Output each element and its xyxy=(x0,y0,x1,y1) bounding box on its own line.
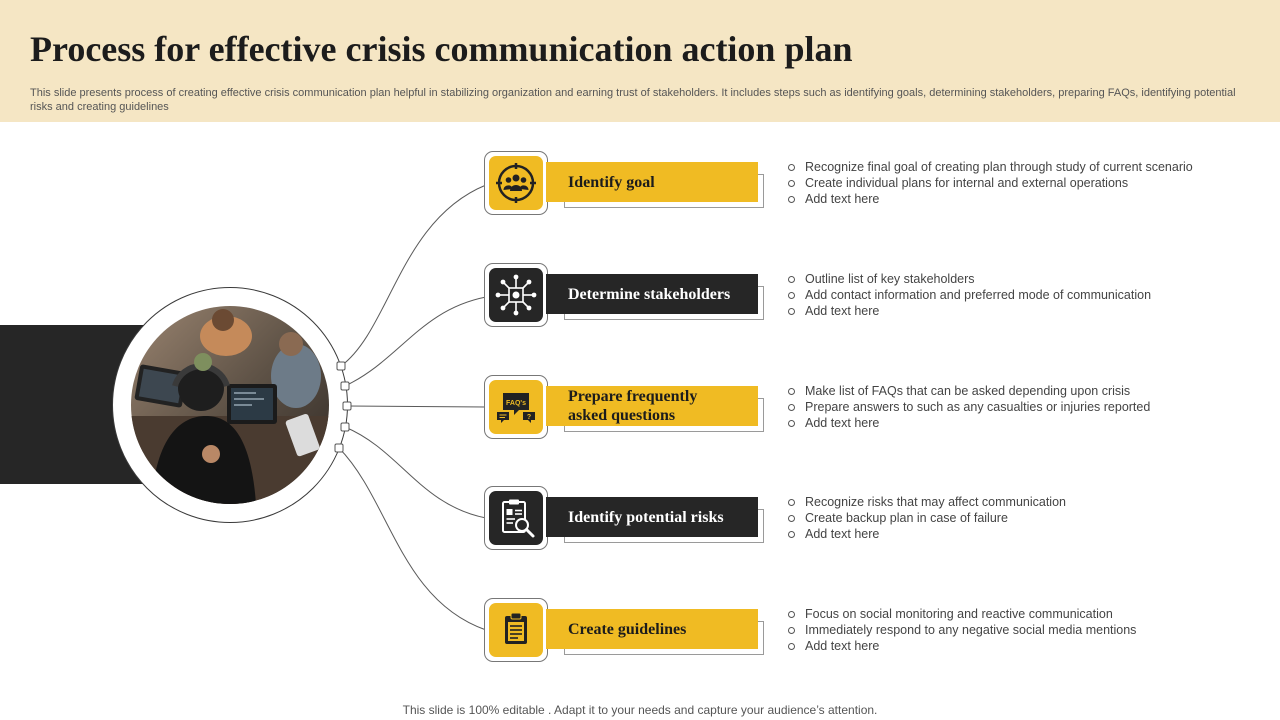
footer-note: This slide is 100% editable . Adapt it to your needs and capture your audience’s attention. xyxy=(402,703,878,717)
step-label: Create guidelines xyxy=(546,609,758,649)
bullet-item: Create individual plans for internal and external operations xyxy=(787,175,1193,191)
step-bullets-create-guidelines xyxy=(787,606,1136,654)
document-search-icon xyxy=(489,491,543,545)
bullet-item: Make list of FAQs that can be asked depending upon crisis xyxy=(787,383,1150,399)
step-determine-stakeholders xyxy=(484,263,766,327)
bullet-item: Prepare answers to such as any casualties or injuries reported xyxy=(787,399,1150,415)
step-prepare-faqs xyxy=(484,375,766,439)
step-label: Identify goal xyxy=(546,162,758,202)
bullet-item: Add text here xyxy=(787,415,1150,431)
page-subtitle: This slide presents process of creating effective crisis communication plan helpful in stabilizing organization and earning trust of stakeholders. It includes steps such as identifying goals, determining stakeholders, preparing FAQs, identifying potential risks and creating guidelines xyxy=(30,87,1236,113)
page-title: Process for effective crisis communication action plan xyxy=(30,29,853,69)
faq-chat-icon xyxy=(489,380,543,434)
bullet-item: Recognize final goal of creating plan through study of current scenario xyxy=(787,159,1193,175)
step-label: Identify potential risks xyxy=(546,497,758,537)
svg-text:?: ? xyxy=(526,414,532,421)
bullet-item: Add text here xyxy=(787,303,1151,319)
bullet-item: Immediately respond to any negative social media mentions xyxy=(787,622,1136,638)
step-create-guidelines xyxy=(484,598,766,662)
step-bullets-prepare-faqs xyxy=(787,383,1150,431)
bullet-item: Focus on social monitoring and reactive communication xyxy=(787,606,1136,622)
bullet-item: Add text here xyxy=(787,638,1136,654)
step-label-text: Prepare frequently asked questions xyxy=(568,388,698,424)
step-identify-goal xyxy=(484,151,766,215)
step-label xyxy=(546,386,758,426)
step-bullets-identify-potential-risks xyxy=(787,494,1066,542)
bullet-item: Add text here xyxy=(787,526,1066,542)
faq-icon-text: FAQ's xyxy=(506,400,526,407)
step-identify-potential-risks xyxy=(484,486,766,550)
team-target-icon xyxy=(489,156,543,210)
bullet-item: Outline list of key stakeholders xyxy=(787,271,1151,287)
network-hub-icon xyxy=(489,268,543,322)
clipboard-checklist-icon xyxy=(489,603,543,657)
step-bullets-identify-goal xyxy=(787,159,1193,207)
step-label: Determine stakeholders xyxy=(546,274,758,314)
bullet-item: Recognize risks that may affect communication xyxy=(787,494,1066,510)
bullet-item: Add contact information and preferred mode of communication xyxy=(787,287,1151,303)
step-bullets-determine-stakeholders xyxy=(787,271,1151,319)
bullet-item: Create backup plan in case of failure xyxy=(787,510,1066,526)
bullet-item: Add text here xyxy=(787,191,1193,207)
